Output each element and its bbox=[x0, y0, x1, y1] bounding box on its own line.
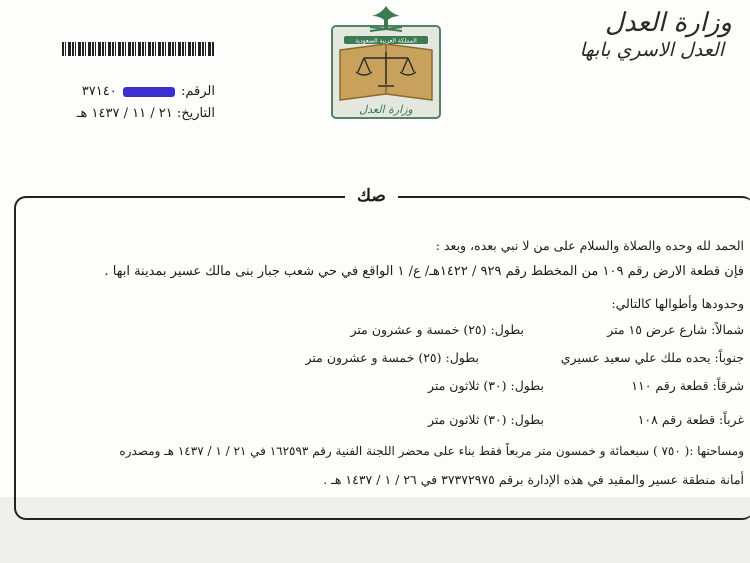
bounds-intro: وحدودها وأطوالها كالتالي: bbox=[611, 296, 744, 311]
ministry-name: وزارة العدل bbox=[604, 8, 732, 38]
source-statement: أمانة منطقة عسير والمقيد في هذه الإدارة برقم ٣٧٣٧٢٩٧٥ في ٢٦ / ١ / ١٤٣٧ هـ . bbox=[323, 472, 744, 487]
reference-label: الرقم bbox=[185, 84, 215, 99]
date-label: التاريخ bbox=[181, 106, 215, 121]
barcode bbox=[62, 42, 214, 56]
bound-north-label: شمالاً: شارع عرض ١٥ متر bbox=[607, 322, 744, 337]
area-statement: ومساحتها :( ٧٥٠ ) سبعمائة و خمسون متر مربعاً فقط بناء على محضر اللجنة الفنية رقم ١٦٢٥٩٣ في ٢١ / ١ / ١٤٣٧ هـ ومصدره bbox=[119, 444, 744, 458]
ministry-emblem-icon bbox=[330, 4, 442, 120]
parcel-statement: فإن قطعة الارض رقم ١٠٩ من المخطط رقم ٩٢٩ / ١٤٢٢هـ/ ع/ ١ الواقع في حي شعب جبار بنى مالك عسير بمدينة ابها . bbox=[104, 264, 744, 279]
bound-south-label: جنوباً: يحده ملك علي سعيد عسيري bbox=[560, 350, 744, 365]
reference-number: الرقم: ٣٧١٤٠ bbox=[81, 84, 215, 99]
bound-south-length: بطول: (٢٥) خمسة و عشرون متر bbox=[305, 350, 479, 365]
bound-east-length: بطول: (٣٠) ثلاثون متر bbox=[427, 378, 544, 393]
emblem-bottom-text: وزارة العدل bbox=[359, 103, 413, 116]
department-name: العدل الاسري بابها bbox=[579, 39, 724, 61]
emblem-top-text: المملكة العربية السعودية bbox=[355, 37, 417, 45]
bound-west-length: بطول: (٣٠) ثلاثون متر bbox=[427, 412, 544, 427]
document-date: التاريخ: ٢١ / ١١ / ١٤٣٧ هـ bbox=[76, 106, 215, 121]
ministry-header bbox=[572, 8, 732, 62]
reference-value: ٣٧١٤٠ bbox=[81, 84, 117, 99]
date-value: ٢١ / ١١ / ١٤٣٧ هـ bbox=[76, 106, 173, 121]
opening-line: الحمد لله وحده والصلاة والسلام على من لا نبي بعده، وبعد : bbox=[435, 238, 744, 253]
bound-north-length: بطول: (٢٥) خمسة و عشرون متر bbox=[350, 322, 524, 337]
bound-east-label: شرقاً: قطعة رقم ١١٠ bbox=[631, 378, 744, 393]
redaction-mark bbox=[123, 87, 175, 97]
bound-west-label: غرباً: قطعة رقم ١٠٨ bbox=[637, 412, 744, 427]
deed-title: صك bbox=[345, 186, 398, 206]
